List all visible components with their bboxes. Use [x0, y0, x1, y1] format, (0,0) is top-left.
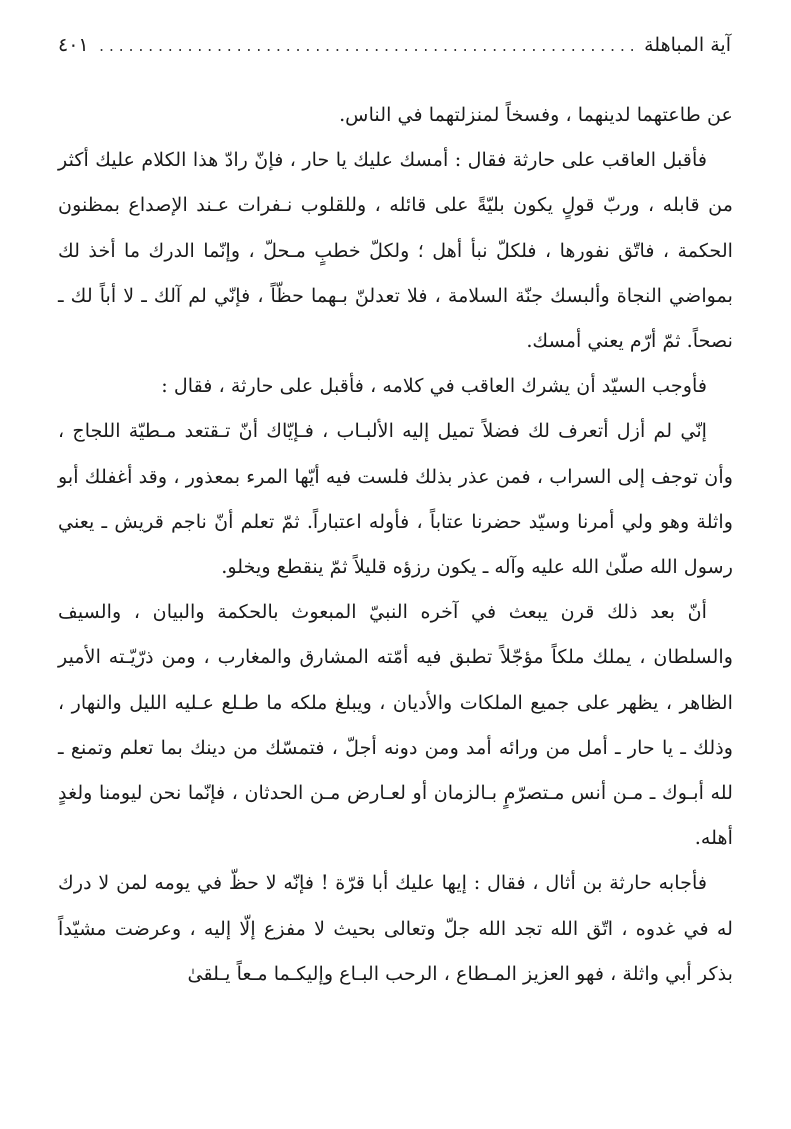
running-title: آية المباهلة	[644, 34, 731, 56]
paragraph-prophecy: أنّ بعد ذلك قرن يبعث في آخره النبيّ المبعوث بالحكمة والبيان ، والسيف والسلطان ، يملك ملكاً مؤجّلاً تطبق فيه أمّته المشارق والمغارب ، ومن ذرّيّـته الأمير الظاهر ، يظهر على جميع الملكات والأديان ، ويبلغ ملكه ما طـلع عـليه الليل والنهار ، وذلك ـ يا حار ـ أمل من ورائه أمد ومن دونه أجلّ ، فتمسّك من دينك بما تعلم وتمنع ـ لله أبـوك ـ مـن أنس مـتصرّمٍ بـالزمان أو لعـارض مـن الحدثان ، فإنّما نحن ليومنا ولغدٍ أهله.	[58, 600, 733, 850]
page-number: ٤٠١	[58, 34, 89, 56]
paragraph-sayyid-speech: إنّي لم أزل أتعرف لك فضلاً تميل إليه الألبـاب ، فـإيّاك أنّ تـقتعد مـطيّة اللجاج ، وأن توجف إلى السراب ، فمن عذر بذلك فلست فيه أيّها المرء بمعذور ، وقد أغفلك أبو واثلة وهو ولي أمرنا وسيّد حضرنا عتاباً ، فأوله اعتباراً. ثمّ تعلم أنّ ناجم قريش ـ يعني رسول الله صلّىٰ الله عليه وآله ـ يكون رزؤه قليلاً ثمّ ينقطع ويخلو.	[58, 419, 733, 579]
paragraph-aqib-speech: فأقبل العاقب على حارثة فقال : أمسك عليك يا حار ، فإنّ رادّ هذا الكلام عليك أكثر من قابله ، وربّ قولٍ يكون بليّةً على قائله ، وللقلوب نـفرات عـند الإصداع بمظنون الحكمة ، فاتّق نفورها ، فلكلّ نبأ أهل ؛ ولكلّ خطبٍ مـحلّ ، وإنّما الدرك ما أخذ لك بمواضي النجاة وألبسك جنّة السلامة ، فلا تعدلنّ بـهما حظّاً ، فإنّي لم آلك ـ لا أباً لك ـ نصحاً. ثمّ أرّم يعني أمسك.	[58, 148, 733, 353]
running-header	[58, 34, 731, 60]
paragraph-haritha-reply: فأجابه حارثة بن أثال ، فقال : إيها عليك أبا قرّة ! فإنّه لا حظّ في يومه لمن لا درك له في غدوه ، اتّق الله تجد الله جلّ وتعالى بحيث لا مفزع إلّا إليه ، وعرضت مشيّداً بذكر أبي واثلة ، فهو العزيز المـطاع ، الرحب البـاع وإليكـما مـعاً يـلقىٰ	[58, 871, 733, 985]
paragraph-sayyid-intro: فأوجب السيّد أن يشرك العاقب في كلامه ، فأقبل على حارثة ، فقال :	[161, 374, 707, 398]
dot-leader	[95, 40, 639, 55]
paragraph-continuation: عن طاعتهما لدينهما ، وفسخاً لمنزلتهما في الناس.	[339, 103, 733, 126]
body-text	[58, 92, 733, 996]
